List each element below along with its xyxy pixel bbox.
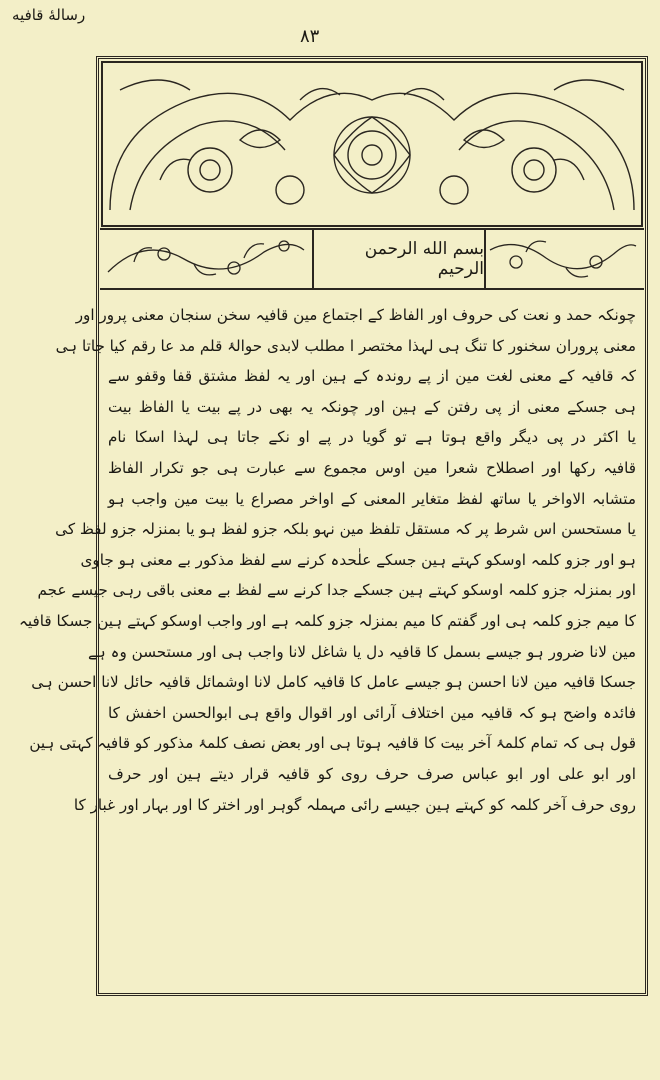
text-line: ہو اور جزو کلمہ اوسکو کہتے ہین جسکے علٰحدہ کرنے سے لفظ مذکور بے معنی ہو جاوی [80,550,636,569]
text-line: یا مستحسن اس شرط پر کہ مستقل تلفظ مین نہو بلکہ جزو لفظ ہو یا بمنزلہ جزو لفظ کی [55,520,636,539]
text-line: قافیہ رکھا اور اصطلاح شعرا مین اوس مجموع سے عبارت ہی جو تکرار الفاظ [108,458,636,477]
text-line: یا اکثر در پی دیگر واقع ہوتا ہے تو گویا در پے او نکے جاتا ہی لہذا اسکا نام [108,428,636,447]
text-line: معنی پروران سخنور کا تنگ ہی لہذا مختصر ا مطلب لابدی حوالۂ قلم مد عا رقم کیا جاتا ہی [55,336,636,355]
running-header-title: رسالهٔ قافیه [12,6,86,24]
text-line: فائدہ واضح ہو کہ قافیہ مین اختلاف آرائی اور اقوال واقع ہی ابوالحسن اخفش کا [108,703,636,722]
body-text [18,300,636,986]
text-line: اور بمنزلہ جزو کلمہ اوسکو کہتے ہین جسکے جدا کرنے سے لفظ بے معنی باقی رہی جیسے عجم [37,581,636,600]
text-line: اور ابو علی اور ابو عباس صرف حرف روی کو قافیہ قرار دیتے ہین اور حرف [108,764,636,783]
text-line: قول ہی کہ تمام کلمۂ آخر بیت کا قافیہ ہوتا ہی اور بعض نصف کلمۂ مذکور کو قافیہ کہتی ہین [29,734,636,753]
right-vine-ornament [486,232,640,286]
floral-headpiece-ornament [100,60,644,228]
text-line: جسکا قافیہ مین لانا احسن ہو جیسے عامل کا قافیہ کامل لانا اوشمائل قافیہ حائل لانا احسن ہی [31,673,636,692]
text-line: متشابہ الاواخر یا ساتھ لفظ متغایر المعنی کے اواخر مصراع یا بیت مین واجب ہو [108,489,636,508]
text-line: کا میم جزو کلمہ ہی اور گفتم کا میم بمنزلہ جزو کلمہ ہے اور واجب اوسکو کہتے ہین جسکا قافیہ [18,611,636,630]
text-line: کہ قافیہ کے معنی لغت مین از پے روندہ کے ہین اور یہ لفظ مشتق قفا وقفو سے [108,367,636,386]
text-line: چونکہ حمد و نعت کی حروف اور الفاظ کے اجتماع مین قافیہ سخن سنجان معنی پرور اور [75,306,636,324]
bismillah-band [100,228,644,290]
left-vine-ornament [104,232,308,286]
text-line: مین لانا ضرور ہو جیسے بسمل کا قافیہ دل یا شاغل لانا واجب ہی اور مستحسن وہ ہے [88,642,636,661]
page-number: ۸۳ [300,26,320,47]
text-line: روی حرف آخر کلمہ کو کہتے ہین جیسے رائی مہملہ گوہر اور اختر کا اور بہار اور غبار کا [73,795,636,814]
text-line: ہی جسکے معنی از پی رفتن کے ہین اور چونکہ یہ بھی در پے بیت یا الفاظ بیت [108,397,636,416]
bismillah-heading: بسم الله الرحمن الرحیم [312,230,486,288]
